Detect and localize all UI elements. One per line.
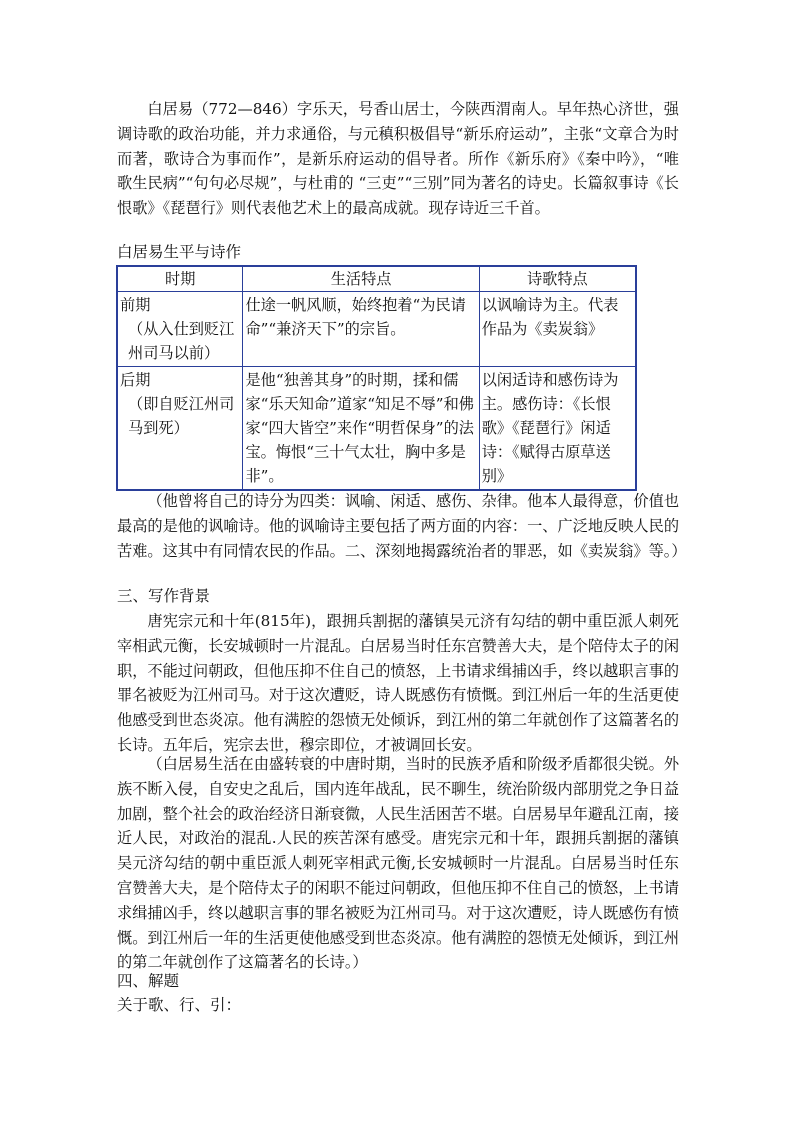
life-cell: 是他“独善其身”的时期，揉和儒家“乐天知命”道家“知足不辱”和佛家“四大皆空”来作“明哲保身”的法宝。悔恨“三十气太壮，胸中多是非”。 <box>243 367 479 491</box>
section-title: 四、解题 <box>117 972 180 990</box>
poetry-cell: 以讽喻诗为主。代表作品为《卖炭翁》 <box>479 292 636 367</box>
table-row <box>117 292 636 367</box>
table-row <box>117 367 636 491</box>
section-title: 三、写作背景 <box>117 587 211 605</box>
header-period: 时期 <box>117 266 243 292</box>
life-cell: 仕途一帆风顺，始终抱着“为民请命”“兼济天下”的宗旨。 <box>243 292 479 367</box>
background-note-paragraph: （白居易生活在由盛转衰的中唐时期，当时的民族矛盾和阶级矛盾都很尖锐。外族不断入侵，自安史之乱后，国内连年战乱，民不聊生，统治阶级内部朋党之争日益加剧，整个社会的政治经济日渐衰微，人民生活困苦不堪。白居易早年避乱江南，接近人民，对政治的混乱.人民的疾苦深有感受。唐宪宗元和十年，跟拥兵割据的藩镇吴元济勾结的朝中重臣派人刺死宰相武元衡,长安城顿时一片混乱。白居易当时任东宫赞善大夫，是个陪侍太子的闲职不能过问朝政，但他压抑不住自己的愤怒，上书请求缉捕凶手，终以越职言事的罪名被贬为江州司马。对于这次遭贬，诗人既感伤有愤慨。到江州后一年的生活更使他感受到世态炎凉。他有满腔的怨愤无处倾诉，到江州的第二年就创作了这篇著名的长诗。） <box>117 755 679 972</box>
last-line: 关于歌、行、引： <box>117 996 242 1014</box>
poetry-cell: 以闲适诗和感伤诗为主。感伤诗：《长恨歌》《琵琶行》闲适诗：《赋得古原草送别》 <box>479 367 636 491</box>
life-poetry-table <box>116 265 637 491</box>
table-header-row <box>117 266 636 292</box>
table-caption: 白居易生平与诗作 <box>117 243 242 261</box>
period-range: （即自贬江州司马到死） <box>128 395 235 437</box>
header-life: 生活特点 <box>243 266 479 292</box>
period-range: （从入仕到贬江州司马以前） <box>128 320 235 362</box>
period-name: 前期 <box>120 296 151 314</box>
period-cell <box>117 367 243 491</box>
period-cell <box>117 292 243 367</box>
period-name: 后期 <box>120 371 151 389</box>
background-paragraph: 唐宪宗元和十年(815年)，跟拥兵割据的藩镇吴元济有勾结的朝中重臣派人刺死宰相武元衡，长安城顿时一片混乱。白居易当时任东宫赞善大夫，是个陪侍太子的闲职，不能过问朝政，但他压抑不住自己的愤怒，上书请求缉捕凶手，终以越职言事的罪名被贬为江州司马。对于这次遭贬，诗人既感伤有愤慨。到江州后一年的生活更使他感受到世态炎凉。他有满腔的怨愤无处倾诉，到江州的第二年就创作了这篇著名的长诗。五年后，宪宗去世，穆宗即位，才被调回长安。 <box>117 612 679 754</box>
intro-paragraph: 白居易（772—846）字乐天，号香山居士，今陕西渭南人。早年热心济世，强调诗歌的政治功能，并力求通俗，与元稹积极倡导“新乐府运动”，主张“文章合为时而著，歌诗合为事而作”，是新乐府运动的倡导者。所作《新乐府》《秦中吟》，“唯歌生民病”“句句必尽规”，与杜甫的 “三吏”“三别”同为著名的诗史。长篇叙事诗《长恨歌》《琵琶行》则代表他艺术上的最高成就。现存诗近三千首。 <box>117 100 679 218</box>
header-poetry: 诗歌特点 <box>479 266 636 292</box>
note-paragraph: （他曾将自己的诗分为四类：讽喻、闲适、感伤、杂律。他本人最得意，价值也最高的是他的讽喻诗。他的讽喻诗主要包括了两方面的内容：一、广泛地反映人民的苦难。这其中有同情农民的作品。二、深刻地揭露统治者的罪恶，如《卖炭翁》等。） <box>117 492 687 560</box>
